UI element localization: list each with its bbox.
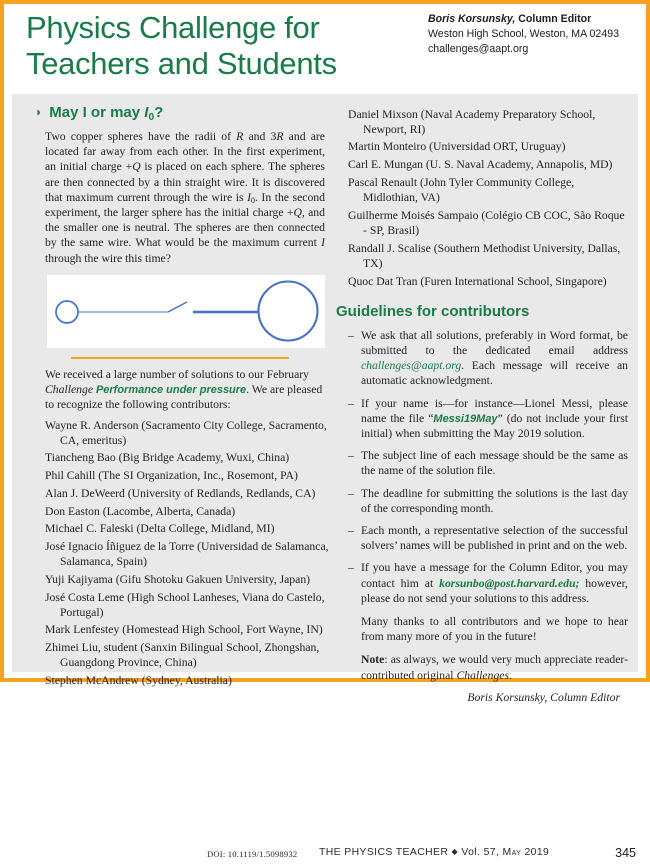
page-title-line2: Teachers and Students	[26, 46, 337, 81]
guideline-item	[348, 396, 628, 442]
dash-bullet: –	[348, 396, 354, 410]
challenge-heading-text: May I or may I0?	[49, 104, 164, 123]
guidelines-list	[348, 328, 628, 606]
doi-text: DOI: 10.1119/1.5098932	[207, 849, 298, 859]
right-column	[336, 104, 628, 705]
contributor-entry: Quoc Dat Tran (Furen International School, Singapore)	[348, 274, 607, 288]
contributor-entry: Wayne R. Anderson (Sacramento City College, Sacramento, CA, emeritus)	[45, 418, 327, 447]
guideline-text: Each month, a representative selection of the successful solvers’ names will be published in print and on the web.	[361, 524, 628, 553]
contributor-entry: Michael C. Faleski (Delta College, Midland, MI)	[45, 522, 275, 536]
guideline-item	[348, 560, 628, 606]
contributor-entry: Daniel Mixson (Naval Academy Preparatory School, Newport, RI)	[348, 107, 596, 136]
editor-affiliation: Weston High School, Weston, MA 02493	[428, 28, 619, 41]
problem-text: Two copper spheres have the radii of R and 3R and are located far away from each other. In the first experiment, an initial charge +Q is placed on each sphere. The spheres are then connected by a thin straight wire. It is discovered that maximum current through the wire is I0. In the second experiment, the larger sphere has the initial charge +Q, and the smaller one is neutral. The spheres are then connected by the same wire. What would be the maximum current I through the wire this time?	[45, 130, 325, 265]
contributor-entry: Pascal Renault (John Tyler Community College, Midlothian, VA)	[348, 175, 575, 205]
guideline-text: If you have a message for the Column Editor, you may contact him at korsunbo@post.harvard.edu; however, please do not send your solutions to this address.	[361, 561, 628, 605]
section-bullet-icon: ◗	[35, 105, 43, 119]
guideline-text: If your name is—for instance—Lionel Messi, please name the file “Messi19May” (do not include your first initial) when submitting the May 2019 solution.	[361, 396, 628, 441]
page-footer	[0, 846, 650, 864]
dash-bullet: –	[348, 328, 354, 342]
spheres-switch-figure	[47, 275, 325, 348]
challenge-heading	[35, 104, 327, 122]
editor-role: Column Editor	[515, 13, 592, 25]
editor-name-role	[428, 12, 638, 27]
orange-divider	[71, 357, 289, 359]
contributor-entry: Tiancheng Bao (Big Bridge Academy, Wuxi, China)	[45, 451, 290, 465]
contributor-entry: José Ignacio Íñiguez de la Torre (Universidad de Salamanca, Salamanca, Spain)	[45, 539, 329, 569]
guideline-text: The subject line of each message should be the same as the name of the solution file.	[361, 449, 628, 478]
contributor-entry: Randall J. Scalise (Southern Methodist University, Dallas, TX)	[348, 241, 621, 270]
guidelines-heading: Guidelines for contributors	[336, 302, 530, 320]
guideline-item	[348, 523, 628, 553]
guideline-item	[348, 486, 628, 516]
editor-info	[428, 12, 638, 57]
dash-bullet: –	[348, 561, 354, 575]
left-column	[25, 104, 327, 688]
guideline-text: We ask that all solutions, preferably in Word format, be submitted to the dedicated email address challenges@aapt.org. Each message will receive an automatic acknowledgment.	[361, 328, 628, 388]
contributor-entry: Guilherme Moisés Sampaio (Colégio CB COC, São Roque - SP, Brasil)	[348, 208, 625, 237]
contributor-entry: Alan J. DeWeerd (University of Redlands, Redlands, CA)	[45, 486, 316, 500]
page-title-line1: Physics Challenge for	[26, 10, 320, 45]
contributor-entry: Zhimei Liu, student (Sanxin Bilingual School, Zhongshan, Guangdong Province, China)	[45, 641, 320, 670]
dash-bullet: –	[348, 486, 354, 500]
intro-paragraph: We received a large number of solutions to our February Challenge Performance under pressure. We are pleased to recognize the following contributors:	[45, 367, 323, 412]
contributor-entry: José Costa Leme (High School Lanheses, Viana do Castelo, Portugal)	[45, 590, 325, 619]
diamond-icon: ◆	[451, 847, 459, 856]
guideline-item	[348, 328, 628, 389]
switch-blade	[168, 302, 187, 312]
contributor-entry: Yuji Kajiyama (Gifu Shotoku Gakuen University, Japan)	[45, 572, 311, 586]
contributor-entry: Martin Monteiro (Universidad ORT, Uruguay)	[348, 140, 566, 154]
dash-bullet: –	[348, 449, 354, 463]
contributor-entry: Phil Cahill (The SI Organization, Inc., Rosemont, PA)	[45, 469, 298, 483]
journal-title: THE PHYSICS TEACHER ◆ Vol. 57, May 2019	[319, 847, 550, 858]
column-header	[4, 4, 646, 94]
email-link[interactable]: challenges@aapt.org	[361, 359, 462, 373]
contributors-list-left	[45, 418, 333, 689]
email-link[interactable]: korsunbo@post.harvard.edu;	[439, 576, 580, 590]
page-title	[26, 10, 337, 82]
circuit-figure	[47, 275, 325, 348]
contributors-list-right	[348, 107, 628, 289]
contributor-entry: Carl E. Mungan (U. S. Naval Academy, Annapolis, MD)	[348, 158, 613, 172]
page-number: 345	[615, 846, 636, 860]
guideline-item	[348, 448, 628, 478]
dash-bullet: –	[348, 524, 354, 538]
contributor-entry: Mark Lenfestey (Homestead High School, Fort Wayne, IN)	[45, 623, 323, 637]
content-panel	[12, 94, 638, 704]
editor-name: Boris Korsunsky,	[428, 13, 516, 25]
guideline-text: The deadline for submitting the solutions is the last day of the corresponding month.	[361, 486, 628, 515]
contributor-entry: Stephen McAndrew (Sydney, Australia)	[45, 674, 232, 688]
closing-paragraph: Many thanks to all contributors and we hope to hear from many more of you in the future!	[361, 615, 628, 644]
contributor-entry: Don Easton (Lacombe, Alberta, Canada)	[45, 504, 236, 518]
editor-email[interactable]: challenges@aapt.org	[428, 43, 529, 56]
signature: Boris Korsunsky, Column Editor	[467, 690, 620, 704]
small-sphere	[56, 301, 78, 323]
note-paragraph: Note: as always, we would very much appreciate reader-contributed original Challenges.	[361, 653, 628, 682]
large-sphere	[259, 281, 318, 340]
